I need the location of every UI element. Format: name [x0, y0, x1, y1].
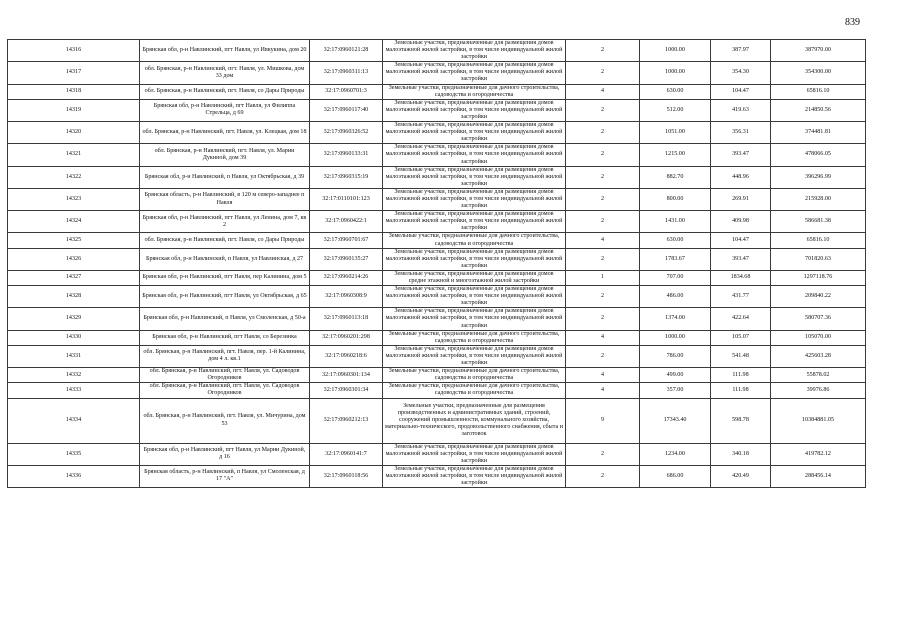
address-cell: обл. Брянская, р-н Навлинский, пгт. Навля, ул. Садоводов Огородников	[140, 383, 310, 398]
area-cell: 882.70	[640, 166, 711, 188]
cadastral-value-cell: 10384881.05	[771, 398, 866, 443]
cadastral-number-cell: 32:17:0960701:3	[310, 84, 383, 99]
land-category-cell: Земельные участки, предназначенные для размещения производственных и административных зданий, строений, сооружений промышленности, коммунального хозяйства, материально-технического, продовольственного снабжения, сбыта и заготовок	[383, 398, 566, 443]
table-row	[8, 188, 866, 210]
area-cell: 1374.00	[640, 308, 711, 330]
table-row	[8, 99, 866, 121]
row-number-cell: 14322	[8, 166, 140, 188]
specific-value-cell: 419.63	[711, 99, 771, 121]
row-number-cell: 14331	[8, 345, 140, 367]
cadastral-number-cell: 32:17:0960118:56	[310, 465, 383, 487]
table-row	[8, 443, 866, 465]
area-cell: 1051.00	[640, 122, 711, 144]
cadastral-value-cell: 580707.36	[771, 308, 866, 330]
cadastral-number-cell: 32:17:0960301:134	[310, 368, 383, 383]
page-number: 839	[845, 17, 860, 28]
cadastral-number-cell: 32:17:0960308:9	[310, 286, 383, 308]
address-cell: обл. Брянская, р-н Навлинский, пгт. Навля, со Дары Природы	[140, 84, 310, 99]
land-category-cell: Земельные участки, предназначенные для размещения домов малоэтажной жилой застройки, в том числе индивидуальной жилой застройки	[383, 345, 566, 367]
specific-value-cell: 269.91	[711, 188, 771, 210]
group-cell: 2	[566, 40, 640, 62]
cadastral-number-cell: 32:17:0960311:13	[310, 62, 383, 84]
group-cell: 2	[566, 286, 640, 308]
row-number-cell: 14330	[8, 330, 140, 345]
specific-value-cell: 420.49	[711, 465, 771, 487]
cadastral-value-cell: 354300.00	[771, 62, 866, 84]
specific-value-cell: 393.47	[711, 248, 771, 270]
address-cell: Брянская обл, р-н Навлинский, пгт Навля, ул Ленина, дом 7, кв 2	[140, 211, 310, 233]
row-number-cell: 14336	[8, 465, 140, 487]
cadastral-number-cell: 32:17:0960315:19	[310, 166, 383, 188]
specific-value-cell: 111.98	[711, 383, 771, 398]
land-category-cell: Земельные участки, предназначенные для размещения домов малоэтажной жилой застройки, в том числе индивидуальной жилой застройки	[383, 308, 566, 330]
group-cell: 2	[566, 211, 640, 233]
table-row	[8, 248, 866, 270]
group-cell: 2	[566, 99, 640, 121]
group-cell: 2	[566, 144, 640, 166]
area-cell: 1431.00	[640, 211, 711, 233]
specific-value-cell: 111.98	[711, 368, 771, 383]
area-cell: 630.00	[640, 233, 711, 248]
specific-value-cell: 409.98	[711, 211, 771, 233]
area-cell: 1234.00	[640, 443, 711, 465]
table-row	[8, 166, 866, 188]
cadastral-number-cell: 32:17:0960326:52	[310, 122, 383, 144]
cadastral-number-cell: 32:17:0960701:67	[310, 233, 383, 248]
row-number-cell: 14332	[8, 368, 140, 383]
group-cell: 2	[566, 122, 640, 144]
row-number-cell: 14329	[8, 308, 140, 330]
cadastral-value-table	[7, 39, 866, 488]
table-row	[8, 398, 866, 443]
area-cell: 1783.67	[640, 248, 711, 270]
cadastral-value-cell: 374481.81	[771, 122, 866, 144]
address-cell: обл. Брянская, р-н Навлинский, пгт. Навля, пер. 1-й Калинина, дом 4 л. кв.1	[140, 345, 310, 367]
land-category-cell: Земельные участки, предназначенные для размещения домов малоэтажной жилой застройки, в том числе индивидуальной жилой застройки	[383, 40, 566, 62]
specific-value-cell: 541.48	[711, 345, 771, 367]
area-cell: 800.00	[640, 188, 711, 210]
address-cell: обл. Брянская, р-н Навлинский, пгт. Навля, ул. Клецкая, дом 18	[140, 122, 310, 144]
cadastral-number-cell: 32:17:0960121:28	[310, 40, 383, 62]
group-cell: 2	[566, 308, 640, 330]
group-cell: 2	[566, 166, 640, 188]
land-category-cell: Земельные участки, предназначенные для размещения домов малоэтажной жилой застройки, в том числе индивидуальной жилой застройки	[383, 99, 566, 121]
group-cell: 4	[566, 383, 640, 398]
cadastral-value-cell: 105070.00	[771, 330, 866, 345]
group-cell: 2	[566, 465, 640, 487]
cadastral-value-cell: 387970.00	[771, 40, 866, 62]
area-cell: 499.00	[640, 368, 711, 383]
group-cell: 2	[566, 62, 640, 84]
row-number-cell: 14327	[8, 270, 140, 285]
cadastral-value-cell: 701820.63	[771, 248, 866, 270]
group-cell: 4	[566, 233, 640, 248]
specific-value-cell: 105.07	[711, 330, 771, 345]
cadastral-number-cell: 32:17:0960201:298	[310, 330, 383, 345]
table-row	[8, 286, 866, 308]
row-number-cell: 14324	[8, 211, 140, 233]
cadastral-number-cell: 32:17:0960214:26	[310, 270, 383, 285]
group-cell: 2	[566, 188, 640, 210]
land-category-cell: Земельные участки, предназначенные для дачного строительства, садоводства и огородничества	[383, 233, 566, 248]
area-cell: 512.00	[640, 99, 711, 121]
cadastral-number-cell: 32:17:0960212:13	[310, 398, 383, 443]
land-category-cell: Земельные участки, предназначенные для размещения домов малоэтажной жилой застройки, в том числе индивидуальной жилой застройки	[383, 211, 566, 233]
cadastral-number-cell: 32:17:0960117:40	[310, 99, 383, 121]
land-category-cell: Земельные участки, предназначенные для дачного строительства, садоводства и огородничества	[383, 84, 566, 99]
table-row	[8, 465, 866, 487]
cadastral-value-cell: 478066.05	[771, 144, 866, 166]
land-category-cell: Земельные участки, предназначенные для размещения домов малоэтажной жилой застройки, в том числе индивидуальной жилой застройки	[383, 122, 566, 144]
table-row	[8, 345, 866, 367]
group-cell: 2	[566, 345, 640, 367]
area-cell: 686.00	[640, 465, 711, 487]
row-number-cell: 14319	[8, 99, 140, 121]
land-category-cell: Земельные участки, предназначенные для размещения домов малоэтажной жилой застройки, в том числе индивидуальной жилой застройки	[383, 443, 566, 465]
cadastral-number-cell: 32:17:0110101:123	[310, 188, 383, 210]
address-cell: Брянская область, р-н Навлинский, п Навля, ул Смоленская, д 17 "А"	[140, 465, 310, 487]
specific-value-cell: 448.96	[711, 166, 771, 188]
cadastral-value-cell: 209840.22	[771, 286, 866, 308]
cadastral-value-cell: 39976.86	[771, 383, 866, 398]
row-number-cell: 14318	[8, 84, 140, 99]
group-cell: 4	[566, 368, 640, 383]
specific-value-cell: 431.77	[711, 286, 771, 308]
address-cell: Брянская обл, р-н Навлинский, пгт Навля, ул Октябрьская, д 65	[140, 286, 310, 308]
cadastral-value-cell: 214850.56	[771, 99, 866, 121]
area-cell: 786.00	[640, 345, 711, 367]
land-category-cell: Земельные участки, предназначенные для дачного строительства, садоводства и огородничества	[383, 383, 566, 398]
row-number-cell: 14321	[8, 144, 140, 166]
area-cell: 630.00	[640, 84, 711, 99]
row-number-cell: 14328	[8, 286, 140, 308]
table-row	[8, 330, 866, 345]
group-cell: 4	[566, 84, 640, 99]
land-category-cell: Земельные участки, предназначенные для размещения домов малоэтажной жилой застройки, в том числе индивидуальной жилой застройки	[383, 144, 566, 166]
table-row	[8, 233, 866, 248]
table-row	[8, 368, 866, 383]
specific-value-cell: 104.47	[711, 233, 771, 248]
land-category-cell: Земельные участки, предназначенные для размещения домов малоэтажной жилой застройки, в том числе индивидуальной жилой застройки	[383, 286, 566, 308]
cadastral-number-cell: 32:17:0960113:18	[310, 308, 383, 330]
area-cell: 17343.40	[640, 398, 711, 443]
address-cell: Брянская обл, р-н Навлинский, п Навля, ул Смоленская, д 50-а	[140, 308, 310, 330]
cadastral-value-cell: 55878.02	[771, 368, 866, 383]
specific-value-cell: 356.31	[711, 122, 771, 144]
specific-value-cell: 387.97	[711, 40, 771, 62]
row-number-cell: 14323	[8, 188, 140, 210]
area-cell: 1000.00	[640, 330, 711, 345]
address-cell: обл. Брянская, р-н Навлинский, пгт. Навля, ул. Мишкова, дом 33 дом	[140, 62, 310, 84]
address-cell: Брянская область, р-н Навлинский, в 120 м северо-западнее п Навля	[140, 188, 310, 210]
row-number-cell: 14334	[8, 398, 140, 443]
cadastral-value-cell: 396296.99	[771, 166, 866, 188]
table-row	[8, 270, 866, 285]
address-cell: обл. Брянская, р-н Навлинский, пгт. Навля, со Дары Природы	[140, 233, 310, 248]
table-row	[8, 84, 866, 99]
cadastral-value-cell: 586681.38	[771, 211, 866, 233]
address-cell: Брянская обл, р-н Навлинский, пгт Навля, ул Ивкукина, дом 20	[140, 40, 310, 62]
specific-value-cell: 393.47	[711, 144, 771, 166]
table-row	[8, 308, 866, 330]
table-row	[8, 211, 866, 233]
cadastral-number-cell: 32:17:0960301:34	[310, 383, 383, 398]
group-cell: 2	[566, 248, 640, 270]
row-number-cell: 14335	[8, 443, 140, 465]
land-category-cell: Земельные участки, предназначенные для размещения домов малоэтажной жилой застройки, в том числе индивидуальной жилой застройки	[383, 166, 566, 188]
specific-value-cell: 354.30	[711, 62, 771, 84]
row-number-cell: 14325	[8, 233, 140, 248]
address-cell: Брянская обл, р-н Навлинский, пгт Навля, ул Филиппа Стрельца, д 69	[140, 99, 310, 121]
table-row	[8, 40, 866, 62]
area-cell: 1000.00	[640, 62, 711, 84]
land-category-cell: Земельные участки, предназначенные для размещения домов малоэтажной жилой застройки, в том числе индивидуальной жилой застройки	[383, 248, 566, 270]
table-row	[8, 383, 866, 398]
cadastral-number-cell: 32:17:0960135:27	[310, 248, 383, 270]
table-row	[8, 122, 866, 144]
cadastral-number-cell: 32:17:0960422:1	[310, 211, 383, 233]
address-cell: Брянская обл, р-н Навлинский, пгт Навля, ул Марии Дукиной, д 16	[140, 443, 310, 465]
address-cell: Брянская обл, р-н Навлинский, пгт Навля, пер Калинина, дом 5	[140, 270, 310, 285]
group-cell: 9	[566, 398, 640, 443]
cadastral-number-cell: 32:17:0960141:7	[310, 443, 383, 465]
cadastral-value-cell: 1297118.76	[771, 270, 866, 285]
row-number-cell: 14316	[8, 40, 140, 62]
land-category-cell: Земельные участки, предназначенные для размещения домов малоэтажной жилой застройки, в том числе индивидуальной жилой застройки	[383, 62, 566, 84]
address-cell: обл. Брянская, р-н Навлинский, пгт. Навля, ул. Мичурина, дом 53	[140, 398, 310, 443]
row-number-cell: 14317	[8, 62, 140, 84]
land-category-cell: Земельные участки, предназначенные для дачного строительства, садоводства и огородничества	[383, 330, 566, 345]
area-cell: 486.00	[640, 286, 711, 308]
land-category-cell: Земельные участки, предназначенные для размещения домов малоэтажной жилой застройки, в том числе индивидуальной жилой застройки	[383, 188, 566, 210]
cadastral-value-cell: 425603.28	[771, 345, 866, 367]
cadastral-value-cell: 65816.10	[771, 233, 866, 248]
row-number-cell: 14333	[8, 383, 140, 398]
group-cell: 4	[566, 330, 640, 345]
address-cell: Брянская обл, р-н Навлинский, п Навля, ул Навлинская, д 27	[140, 248, 310, 270]
group-cell: 2	[566, 443, 640, 465]
row-number-cell: 14326	[8, 248, 140, 270]
area-cell: 707.00	[640, 270, 711, 285]
area-cell: 357.00	[640, 383, 711, 398]
land-category-cell: Земельные участки, предназначенные для размещения домов средне этажной и многоэтажной жилой застройки	[383, 270, 566, 285]
specific-value-cell: 340.18	[711, 443, 771, 465]
cadastral-value-cell: 65816.10	[771, 84, 866, 99]
cadastral-value-cell: 215928.00	[771, 188, 866, 210]
land-category-cell: Земельные участки, предназначенные для размещения домов малоэтажной жилой застройки, в том числе индивидуальной жилой застройки	[383, 465, 566, 487]
row-number-cell: 14320	[8, 122, 140, 144]
cadastral-value-cell: 419782.12	[771, 443, 866, 465]
table-body	[8, 40, 866, 488]
area-cell: 1215.00	[640, 144, 711, 166]
specific-value-cell: 422.64	[711, 308, 771, 330]
specific-value-cell: 1834.68	[711, 270, 771, 285]
table-row	[8, 62, 866, 84]
cadastral-number-cell: 32:17:0960133:31	[310, 144, 383, 166]
cadastral-value-cell: 288456.14	[771, 465, 866, 487]
address-cell: Брянская обл, р-н Навлинский, п Навля, ул Октябрьская, д 39	[140, 166, 310, 188]
area-cell: 1000.00	[640, 40, 711, 62]
land-category-cell: Земельные участки, предназначенные для дачного строительства, садоводства и огородничества	[383, 368, 566, 383]
address-cell: обл. Брянская, р-н Навлинский, пгт. Навля, ул. Марии Дукиной, дом 39	[140, 144, 310, 166]
address-cell: Брянская обл, р-н Навлинский, пгт Навля, со Березинка	[140, 330, 310, 345]
table-row	[8, 144, 866, 166]
cadastral-number-cell: 32:17:0960218:6	[310, 345, 383, 367]
specific-value-cell: 104.47	[711, 84, 771, 99]
address-cell: обл. Брянская, р-н Навлинский, пгт. Навля, ул. Садоводов Огородников	[140, 368, 310, 383]
group-cell: 1	[566, 270, 640, 285]
specific-value-cell: 598.78	[711, 398, 771, 443]
